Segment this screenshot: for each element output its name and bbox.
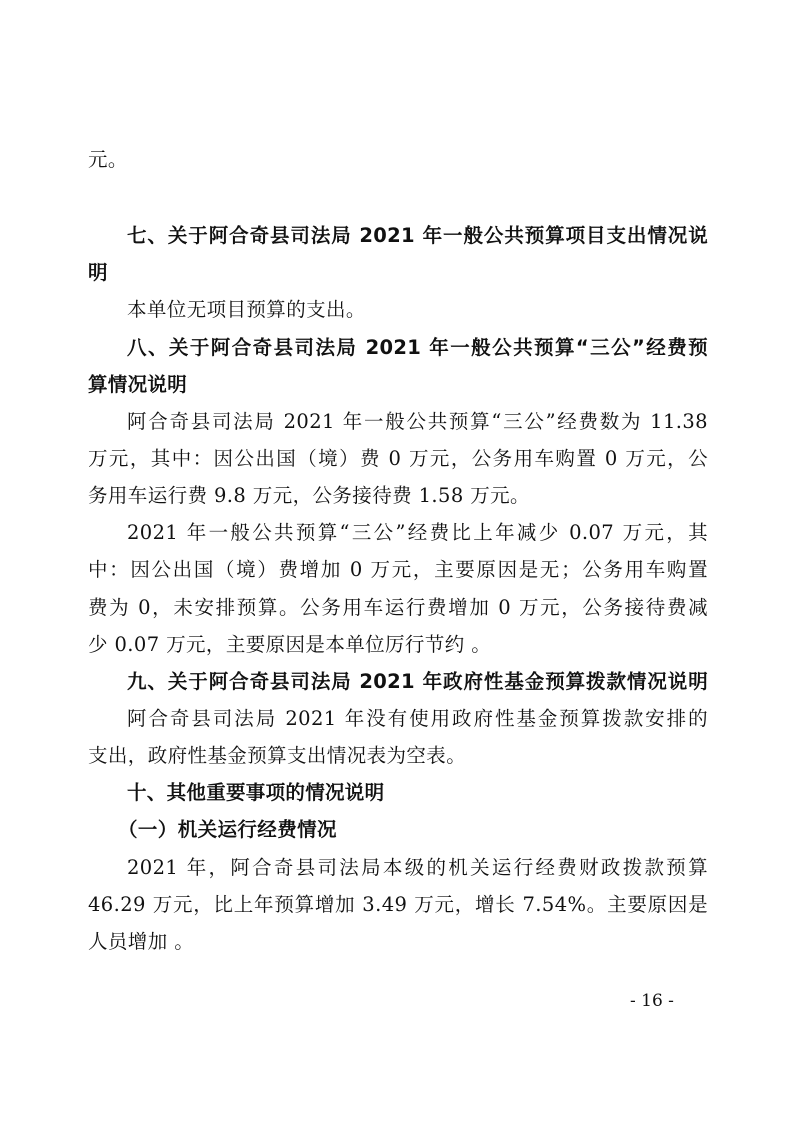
section-8-para-1-line-1: 阿合奇县司法局 2021 年一般公共预算“三公”经费数为 11.38 — [127, 410, 708, 433]
subsection-1-para-line-2: 46.29 万元，比上年预算增加 3.49 万元，增长 7.54%。主要原因是 — [88, 893, 708, 916]
page-number: - 16 - — [630, 991, 674, 1011]
section-9-heading: 九、关于阿合奇县司法局 2021 年政府性基金预算拨款情况说明 — [127, 670, 708, 693]
section-8-heading-line-2: 算情况说明 — [88, 373, 188, 396]
section-9-para-line-1: 阿合奇县司法局 2021 年没有使用政府性基金预算拨款安排的 — [127, 707, 708, 730]
section-8-para-2-line-3: 费为 0，未安排预算。公务用车运行费增加 0 万元，公务接待费减 — [88, 596, 708, 619]
section-8-para-1-line-2: 万元，其中：因公出国（境）费 0 万元，公务用车购置 0 万元，公 — [88, 447, 708, 470]
section-7-heading-line-1: 七、关于阿合奇县司法局 2021 年一般公共预算项目支出情况说 — [127, 224, 708, 247]
subsection-1-para-line-1: 2021 年，阿合奇县司法局本级的机关运行经费财政拨款预算 — [127, 856, 708, 879]
section-9-para-line-2: 支出，政府性基金预算支出情况表为空表。 — [88, 744, 467, 767]
section-8-para-2-line-4: 少 0.07 万元，主要原因是本单位厉行节约 。 — [88, 633, 492, 656]
subsection-1-para-line-3: 人员增加 。 — [88, 930, 195, 953]
section-10-heading: 十、其他重要事项的情况说明 — [127, 781, 385, 804]
section-8-para-2-line-2: 中：因公出国（境）费增加 0 万元，主要原因是无；公务用车购置 — [88, 558, 708, 581]
section-8-para-2-line-1: 2021 年一般公共预算“三公”经费比上年减少 0.07 万元，其 — [127, 521, 708, 544]
paragraph-continuation-line: 元。 — [88, 148, 128, 171]
subsection-1-heading: （一）机关运行经费情况 — [118, 818, 337, 841]
section-8-heading-line-1: 八、关于阿合奇县司法局 2021 年一般公共预算“三公”经费预 — [127, 336, 708, 359]
section-8-para-1-line-3: 务用车运行费 9.8 万元，公务接待费 1.58 万元。 — [88, 484, 530, 507]
section-7-heading-line-2: 明 — [88, 261, 108, 284]
section-7-body: 本单位无项目预算的支出。 — [127, 298, 366, 321]
